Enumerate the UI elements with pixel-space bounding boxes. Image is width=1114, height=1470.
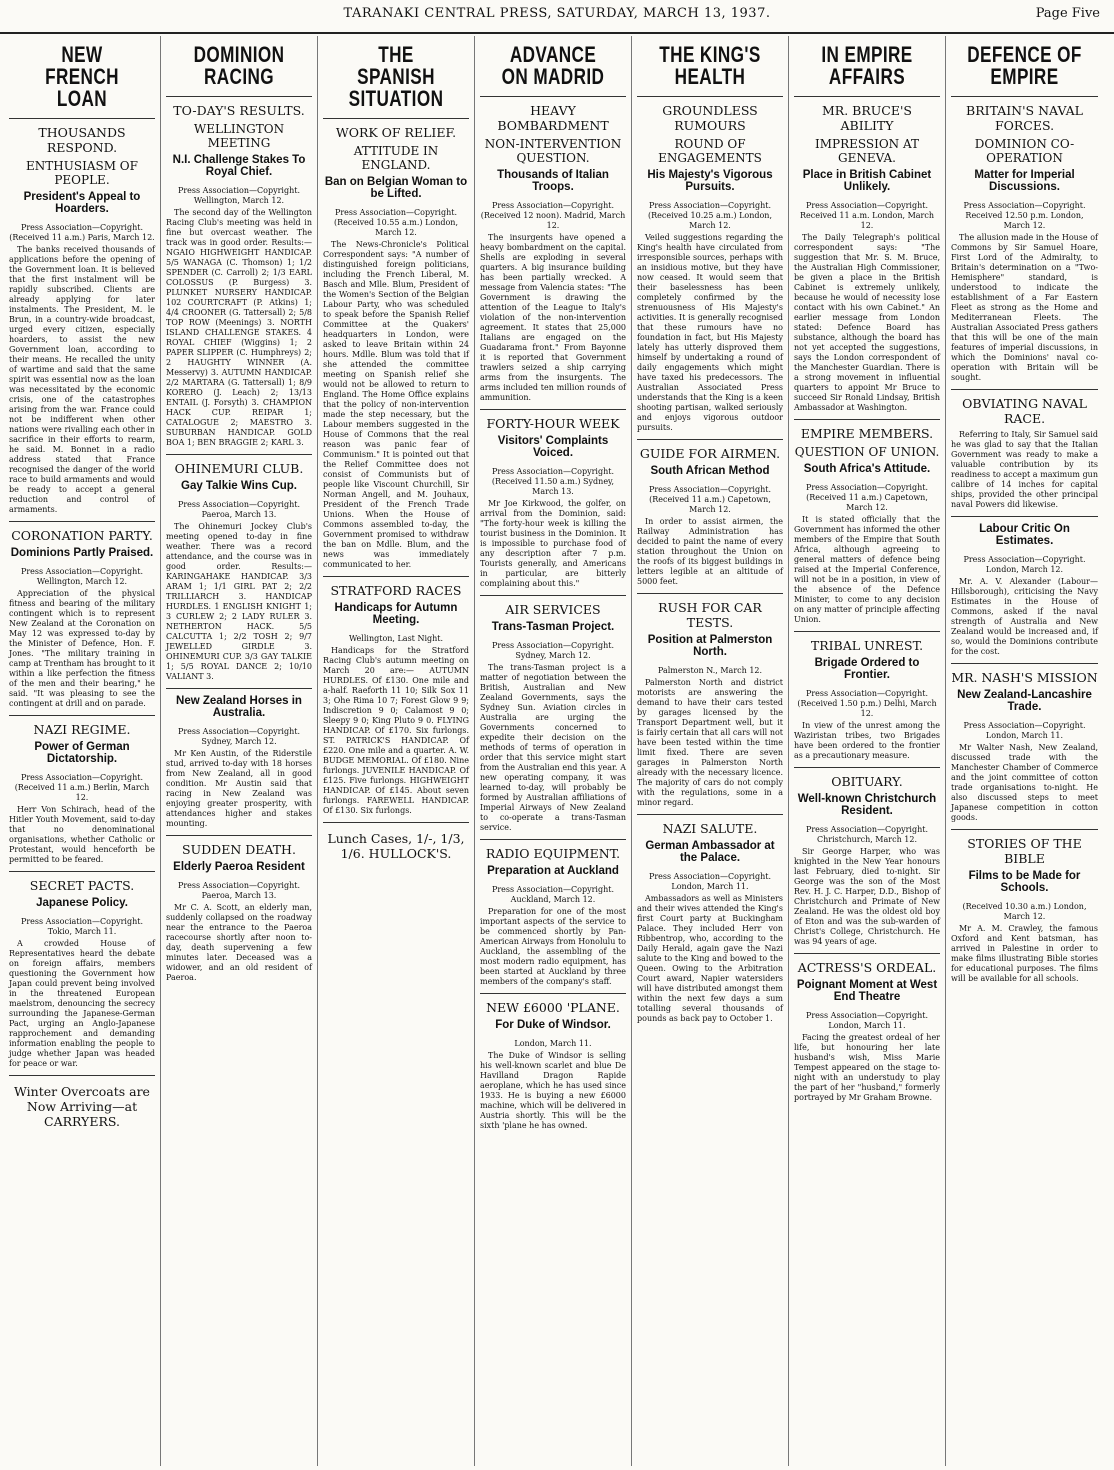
article-headline: Thousands of Italian Troops. [497,169,609,193]
divider [480,595,626,596]
divider [637,439,783,440]
divider [323,118,469,119]
section-heading: OBVIATING NAVAL RACE. [962,396,1087,426]
article-headline: Power of German Dictatorship. [34,741,130,765]
divider [323,822,469,823]
divider [9,1075,155,1076]
dateline: Press Association—Copyright. Sydney, March 12. [491,641,615,660]
section-heading: NEW £6000 'PLANE. [486,1000,620,1015]
section-heading: OBITUARY. [831,774,903,789]
article-headline: Visitors' Complaints Voiced. [497,435,609,459]
dateline: Palmerston N., March 12. [657,666,763,675]
article-headline: Preparation at Auckland [487,865,619,877]
section-heading: OHINEMURI CLUB. [174,461,304,476]
divider [9,715,155,716]
article-body: The banks received thousands of applications before the opening of the Government loan. It is believed that the first instalment will be rapidly subscribed. Clients are already applying for later instalments. The President, M. le Brun, in a country-wide broadcast, urged every citizen, especially hoarders, to assist the new Government loan, according to their means. He recalled the unity of wartime and said that the same spirit was essential now as the loan was necessitated by the economic crisis, one of the catastrophes arising from the war. France could not be indifferent when other nations were rivalling each other in sacrifice in their efforts to rearm, he said. M. Bonnet in a radio address stated that France recognised the danger of the world race to build armaments and would be ready to accept a general reduction and control of armaments. [9,245,155,514]
article-body: Mr Joe Kirkwood, the golfer, on arrival from the Dominion, said: "The forty-hour week is killing the tourist business in the Dominion. It is impossible to purchase food of any description after 7 p.m. Tourists generally, and Americans in particular, are bitterly complaining about this." [480,499,626,588]
article-body: The Duke of Windsor is selling his well-known scarlet and blue De Havilland Dragon Rapide aeroplane, which he has used since 1933. He is buying a new £6000 machine, which will be delivered in Austria shortly. This will be the sixth 'plane he has owned. [480,1051,626,1130]
section-heading: GROUNDLESS RUMOURS [662,103,758,133]
article-headline: German Ambassador at the Palace. [645,840,775,864]
article-body: Appreciation of the physical fitness and bearing of the military contingent which is to represent New Zealand at the Coronation on May 12 was expressed to-day by the Minister of Defence, Hon. F. Jones. "The military training in camp at Trentham has brought to it within a like perfection the fitness of the men and their bearing," he said. "It was pleasing to see the contingent at drill and on parade. [9,589,155,708]
section-heading: SECRET PACTS. [29,878,135,893]
masthead-title: TARANAKI CENTRAL PRESS, SATURDAY, MARCH 13, 1937. [343,6,771,21]
dateline: Press Association—Copyright. Tokio, March 11. [20,917,144,936]
news-column [161,36,318,1466]
column-headline: DEFENCE OF EMPIRE [967,42,1082,89]
column-headline: ADVANCE ON MADRID [501,42,605,89]
divider [637,814,783,815]
divider [480,96,626,97]
section-subheading: ROUND OF ENGAGEMENTS [658,137,762,165]
section-heading: BRITAIN'S NAVAL FORCES. [966,103,1083,133]
dateline: Press Association—Copyright. (Received 10.55 a.m.) London, March 12. [333,208,459,237]
section-subheading: DOMINION CO-OPERATION [974,137,1075,165]
article-body: Mr C. A. Scott, an elderly man, suddenly collapsed on the roadway near the entrance to the Paeroa racecourse shortly after noon to-day, death supervening a few minutes later. Deceased was a widower, and an old resident of Paeroa. [166,903,312,982]
article-body: In order to assist airmen, the Railway Administration has decided to paint the name of every station throughout the Union on the roofs of its biggest buildings in letters legible at an altitude of 5000 feet. [637,517,783,586]
section-heading: RADIO EQUIPMENT. [485,846,621,861]
dateline: Press Association—Copyright. (Received 11 a.m.) Paris, March 12. [9,223,155,242]
divider [794,96,940,97]
article-headline: Matter for Imperial Discussions. [974,169,1075,193]
divider [166,454,312,455]
section-heading: NAZI SALUTE. [662,821,758,836]
divider [480,839,626,840]
article-headline: Gay Talkie Wins Cup. [181,480,297,492]
section-subheading: ATTITUDE IN ENGLAND. [353,144,439,172]
dateline: Press Association—Copyright. London, March 11. [805,1011,929,1030]
section-heading: NAZI REGIME. [33,722,131,737]
article-headline: Labour Critic On Estimates. [979,523,1070,547]
divider [794,419,940,420]
dateline: Press Association—Copyright. (Received 11 a.m.) Berlin, March 12. [14,773,150,802]
article-headline: Dominions Partly Praised. [10,547,154,559]
dateline: Press Association—Copyright. (Received 11 a.m.) Capetown, March 12. [805,483,929,512]
dateline: Press Association—Copyright. (Received 10.25 a.m.) London, March 12. [647,201,773,230]
section-heading: WORK OF RELIEF. [335,125,457,140]
section-heading: THOUSANDS RESPOND. [38,125,126,155]
article-body: It is stated officially that the Government has informed the other members of the Empire that South Africa, although agreeing to general matters of defence being raised at the Imperial Conference, will not be in a position, in view of the absence of the Defence Minister, to come to any decision on any matter of principle affecting Union. [794,515,940,624]
masthead [0,0,1114,34]
article-body: Facing the greatest ordeal of her life, but honouring her late husband's wish, Miss Marie Tempest appeared on the stage to-night with an understudy to play the part of her "husband," formerly portrayed by Mr Graham Browne. [794,1033,940,1102]
article-headline: Place in British Cabinet Unlikely. [802,169,932,193]
section-heading: MR. BRUCE'S ABILITY [822,103,912,133]
article-headline: His Majesty's Vigorous Pursuits. [647,169,773,193]
column-headline: THE KING'S HEALTH [659,42,761,89]
divider [637,593,783,594]
divider [951,96,1098,97]
column-headline: IN EMPIRE AFFAIRS [821,42,913,89]
divider [166,835,312,836]
article-headline: Handicaps for Autumn Meeting. [334,602,458,626]
article-body: Mr Ken Austin, of the Riderstile stud, arrived to-day with 18 horses from New Zealand, all in good condition. Mr Austin said that racing in New Zealand was enjoying greater prosperity, with attendances higher and stakes mounting. [166,749,312,828]
section-heading: RUSH FOR CAR TESTS. [658,600,762,630]
section-subheading: ENTHUSIASM OF PEOPLE. [26,159,138,187]
columns-container [4,36,1110,1466]
news-column [946,36,1103,1466]
article-body: The News-Chronicle's Political Correspondent says: "A number of distinguished foreign politicians, including the French Liberal, M. Basch and Mlle. Blum, President of the Women's Section of the Belgian Labour Party, who was scheduled to speak before the Spanish Relief Committee at the Quakers' headquarters in London, were asked to leave Britain within 24 hours. Mdlle. Blum was told that if she attended the committee meeting on Spanish relief she would not be allowed to return to England. The Home Office explains that the policy of non-intervention made the step necessary, but the Labour members suggested in the House of Commons that the real reason was panic fear of Communism." It is pointed out that the Relief Committee does not consist of Communists but of people like Viscount Churchill, Sir Norman Angell, and M. Jouhaux, President of the French Trade Unions. When the House of Commons assembled to-day, the Government promised to withdraw the ban on Mdlle. Blum, and the news was immediately communicated to her. [323,240,469,569]
section-heading: STORIES OF THE BIBLE [967,836,1082,866]
dateline: Press Association—Copyright. Auckland, March 12. [491,885,615,904]
article-body: Herr Von Schirach, head of the Hitler Youth Movement, said to-day that no denominational organisations, whether Catholic or Protestant, would henceforth be permitted to be feared. [9,805,155,864]
section-heading: GUIDE FOR AIRMEN. [639,446,781,461]
dateline: Press Association—Copyright. (Received 12 noon). Madrid, March 12. [480,201,626,230]
page-number: Page Five [1035,6,1100,21]
article-headline: Poignant Moment at West End Theatre [796,979,938,1003]
article-body: Palmerston North and district motorists are answering the demand to have their cars tested by garages licensed by the Transport Department well, but it is fairly certain that all cars will not have been tested within the time limit fixed. There are seven garages in Palmerston North already with the necessary licence. The majority of cars do not comply with the regulations, some in a minor regard. [637,678,783,807]
article-headline: Position at Palmerston North. [647,634,773,658]
divider [637,96,783,97]
article-body: Mr Walter Nash, New Zealand, discussed trade with the Manchester Chamber of Commerce and the joint committee of cotton trade organisations to-night. He also discussed steps to meet Japanese competition in cotton goods. [951,743,1098,822]
divider [951,516,1098,517]
dateline: (Received 10.30 a.m.) London, March 12. [962,902,1087,921]
section-heading: TRIBAL UNREST. [810,638,924,653]
divider [951,389,1098,390]
article-headline: New Zealand-Lancashire Trade. [957,689,1092,713]
divider [323,576,469,577]
article-body: Sir George Harper, who was knighted in the New Year honours last February, died to-night. Sir George was the son of the Most Rev. H. J. C. Harper, D.D., Bishop of Christchurch and Primate of New Zealand. He was the oldest old boy of Eton and was the sub-warden of Christ's College, Christchurch. He was 94 years of age. [794,847,940,946]
section-subheading: WELLINGTON MEETING [193,122,285,150]
section-heading: STRATFORD RACES [330,583,462,598]
article-body: In view of the unrest among the Waziristan tribes, two Brigades have been ordered to the frontier as a precautionary measure. [794,721,940,760]
article-body: Ambassadors as well as Ministers and their wives attended the King's first Court party at Buckingham Palace. They included Herr von Ribbentrop, who, according to the Daily Herald, again gave the Nazi salute to the King and bowed to the Queen. Owing to the Arbitration Court award, Napier watersiders will have distributed amongst them within the next few days a sum totalling several thousands of pounds as back pay to October 1. [637,894,783,1023]
dateline: Press Association—Copyright. London, March 11. [963,721,1086,740]
divider [9,871,155,872]
section-heading: CORONATION PARTY. [11,528,153,543]
article-body: Mr. A. V. Alexander (Labour—Hillsborough), criticising the Navy Estimates in the House of Commons, asked if the naval strength of Australia and New Zealand would be increased and, if so, would the Dominions contribute for the cost. [951,577,1098,656]
advertisement: Lunch Cases, 1/-, 1/3, 1/6. HULLOCK'S. [327,831,465,861]
divider [9,118,155,119]
dateline: Press Association—Copyright. (Received 1.50 p.m.) Delhi, March 12. [797,689,937,718]
dateline: Press Association—Copyright. Paeroa, March 13. [177,500,301,519]
article-headline: Films to be Made for Schools. [968,870,1081,894]
article-body: Handicaps for the Stratford Racing Club's autumn meeting on March 20 are:— AUTUMN HURDLES. Of £130. One mile and a-half. Raeforth 11 10; Silk Sox 11 3; Ohe Rima 10 7; Forest Glow 9 9; Indiscretion 9 0; Calamost 9 0; Sleepy 9 0; King Pluto 9 0. FLYING HANDICAP. Of £170. Six furlongs. ST. PATRICK'S HANDICAP. Of £220. One mile and a quarter. A. W. BUDGE MEMORIAL. Of £180. Nine furlongs. JUVENILE HANDICAP. Of £125. Five furlongs. HIGHWEIGHT HANDICAP. Of £145. About seven furlongs. FAREWELL HANDICAP. Of £130. Six furlongs. [323,646,469,815]
dateline: Press Association—Copyright. Wellington, March 12. [20,567,144,586]
article-headline: Trans-Tasman Project. [491,621,615,633]
dateline: Press Association—Copyright. Christchurch, March 12. [805,825,929,844]
article-headline: Japanese Policy. [36,897,128,909]
divider [794,631,940,632]
article-body: Preparation for one of the most important aspects of the service to be commenced shortly by Pan-American Airways from Honolulu to Auckland, the assembling of the most modern radio equipment, has been started at Auckland by three members of the company's staff. [480,907,626,986]
news-column [475,36,632,1466]
section-heading: HEAVY BOMBARDMENT [497,103,609,133]
divider [166,96,312,97]
section-heading: EMPIRE MEMBERS. [800,426,934,441]
dateline: Press Association—Copyright. Paeroa, March 13. [177,881,301,900]
column-headline: DOMINION RACING [193,42,285,89]
article-body: Mr A. M. Crawley, the famous Oxford and Kent batsman, has arrived in Palestine in order to make films illustrating Bible stories for educational purposes. The films will be available for all schools. [951,924,1098,983]
dateline: Press Association—Copyright. (Received 11 a.m.) Capetown, March 12. [648,485,772,514]
news-column [4,36,161,1466]
dateline: Press Association—Copyright. Sydney, March 12. [177,727,301,746]
divider [9,521,155,522]
article-headline: For Duke of Windsor. [495,1019,611,1031]
section-heading: SUDDEN DEATH. [182,842,296,857]
dateline: Press Association—Copyright. Received 11 a.m. London, March 12. [799,201,935,230]
section-subheading: NON-INTERVENTION QUESTION. [484,137,622,165]
column-headline: THE SPANISH SITUATION [348,42,444,111]
article-headline: Well-known Christchurch Resident. [797,793,937,817]
divider [951,663,1098,664]
article-headline: Ban on Belgian Woman to be Lifted. [324,176,468,200]
section-heading: TO-DAY'S RESULTS. [173,103,305,118]
article-body: A crowded House of Representatives heard the debate on foreign affairs, members questioning the Government how Japan could prevent being involved in the threatened European maelstrom, denouncing the secrecy surrounding the Japanese-German Pact, urging an Anglo-Japanese rapprochement and demanding information enabling the people to judge whether Japan was headed for peace or war. [9,939,155,1068]
dateline: Press Association—Copyright. London, March 11. [648,872,772,891]
news-column [789,36,946,1466]
article-headline: South Africa's Attitude. [803,463,931,475]
article-body: The trans-Tasman project is a matter of negotiation between the British, Australian and New Zealand Governments, says the Sydney Sun. Aviation circles in Australia are urging the Governments concerned to expedite their decision on the methods of terms of operation in order that this service might start from the Australian end this year. A new operating company, it was learned to-day, will probably be formed by Australian affiliations of Imperial Airways of New Zealand to co-operate a trans-Tasman service. [480,663,626,832]
section-subheading: IMPRESSION AT GENEVA. [814,137,920,165]
article-headline: President's Appeal to Hoarders. [23,191,141,215]
article-body: The allusion made in the House of Commons by Sir Samuel Hoare, First Lord of the Admiralty, to Britain's determination on a "Two-Hemisphere" standard, is understood to indicate the establishment of a Far Eastern Fleet as strong as the Home and Mediterranean Fleets. The Australian Associated Press gathers that this will be one of the main features of imperial discussions, in which the Dominions' naval co-operation with Britain will be sought. [951,233,1098,382]
dateline: Wellington, Last Night. [348,634,444,643]
divider [951,829,1098,830]
divider [794,767,940,768]
news-column [318,36,475,1466]
section-subheading: QUESTION OF UNION. [794,445,940,459]
article-body: The Daily Telegraph's political correspondent says: "The suggestion that Mr. S. M. Bruce, the Australian High Commissioner, be given a place in the British Cabinet is extremely unlikely, because he would of necessity lose contact with his own Cabinet." An earlier message from London stated: Defence Board has substance, although the board has not yet accepted the suggestions, says the London correspondent of the Manchester Guardian. There is a strong movement in influential quarters to appoint Mr Bruce to succeed Sir Ronald Lindsay, British Ambassador at Washington. [794,233,940,412]
article-headline: Brigade Ordered to Frontier. [814,657,920,681]
section-heading: AIR SERVICES [505,602,601,617]
section-heading: MR. NASH'S MISSION [951,670,1098,685]
dateline: London, March 11. [514,1039,592,1048]
dateline: Press Association—Copyright. Received 12.50 p.m. London, March 12. [963,201,1086,230]
divider [166,688,312,689]
article-body: The second day of the Wellington Racing Club's meeting was held in fine but overcast weather. The track was in good order. Results:— NGAIO HIGHWEIGHT HANDICAP. 5/5 WANAGA (C. Thomson) 1; 1/2 SPENDER (C. Carroll) 2; 1/3 EARL COLOSSUS (P. Burgess) 3. PLUNKET NURSERY HANDICAP. 102 COURTCRAFT (P. Atkins) 1; 4/4 CROONER (G. Tattersall) 2; 5/8 TOP ROW (Meenings) 3. NORTH ISLAND CHALLENGE STAKES. 4 ROYAL CHIEF (Wiggins) 1; 2 PAPER SLIPPER (C. Humphreys) 2; 2 HAUGHTY WINNER (A. Messervy) 3. AUTUMN HANDICAP. 2/2 MARTARA (G. Tattersall) 1; 8/9 KORERO (J. Leach) 2; 13/13 ENTAIL (J. Forsyth) 3. CHAMPION HACK CUP. REIPAR 1; CATALOGUE 2; MAESTRO 3. SUBURBAN HANDICAP. GOLD BOA 1; BEN BRAGGIE 2; KARL 3. [166,208,312,447]
article-body: The insurgents have opened a heavy bombardment on the capital. Shells are exploding in several quarters. A big insurance building has been partially wrecked. A message from Valencia states: "The Government is drawing the attention of the League to Italy's violation of the non-intervention agreement. It states that 25,000 Italians are engaged on the Guadarama front." From Bayonne it is reported that Government trawlers seized a ship carrying arms from the insurgents. The arms included ten million rounds of ammunition. [480,233,626,402]
section-heading: ACTRESS'S ORDEAL. [797,960,937,975]
section-heading: FORTY-HOUR WEEK [486,416,620,431]
divider [794,953,940,954]
article-headline: N.I. Challenge Stakes To Royal Chief. [172,154,306,178]
dateline: Press Association—Copyright. Wellington, March 12. [177,186,301,205]
advertisement: Winter Overcoats are Now Arriving—at CARRYERS. [14,1084,150,1129]
divider [480,409,626,410]
article-body: Veiled suggestions regarding the King's health have circulated from irresponsible sources, perhaps with an insidious motive, but they have now ceased. It would seem that their baselessness has been completely confirmed by the strenuousness of His Majesty's activities. It is generally recognised that these rumours have no foundation in fact, but His Majesty lately has utterly disproved them himself by undertaking a round of daily engagements which might have taxed his predecessors. The Australian Associated Press understands that the King is a keen shooting partisan, walked seriously and enjoys vigorous outdoor pursuits. [637,233,783,432]
column-headline: NEW FRENCH LOAN [45,42,119,111]
article-headline: New Zealand Horses in Australia. [176,695,302,719]
article-body: Referring to Italy, Sir Samuel said he was glad to say that the Italian Government was ready to make a valuable contribution by its readiness to accept a maximum gun calibre of 14 inches for capital ships, provided the other principal naval Powers did likewise. [951,430,1098,509]
article-body: The Ohinemuri Jockey Club's meeting opened to-day in fine weather. There was a record attendance, and the course was in good order. Results:— KARINGAHAKE HANDICAP. 3/3 ARAM 1; 1/1 GIRL PAT 2; 2/2 TRILLIARCH 3. HANDICAP HURDLES. 1 ENGLISH KNIGHT 1; 3 CURLEW 2; 2 LADY RULER 3. NETHERTON HACK. 5/5 CALCUTTA 1; 2/2 TOSH 2; 9/7 JEWELLED GIRDLE 3. OHINEMURI CUP. 3/3 GAY TALKIE 1; 5/5 ROYAL DANCE 2; 10/10 VALIANT 3. [166,522,312,681]
dateline: Press Association—Copyright. (Received 11.50 a.m.) Sydney, March 13. [491,467,615,496]
article-headline: South African Method [650,465,770,477]
divider [480,993,626,994]
dateline: Press Association—Copyright. London, March 12. [963,555,1086,574]
news-column [632,36,789,1466]
article-headline: Elderly Paeroa Resident [173,861,305,873]
